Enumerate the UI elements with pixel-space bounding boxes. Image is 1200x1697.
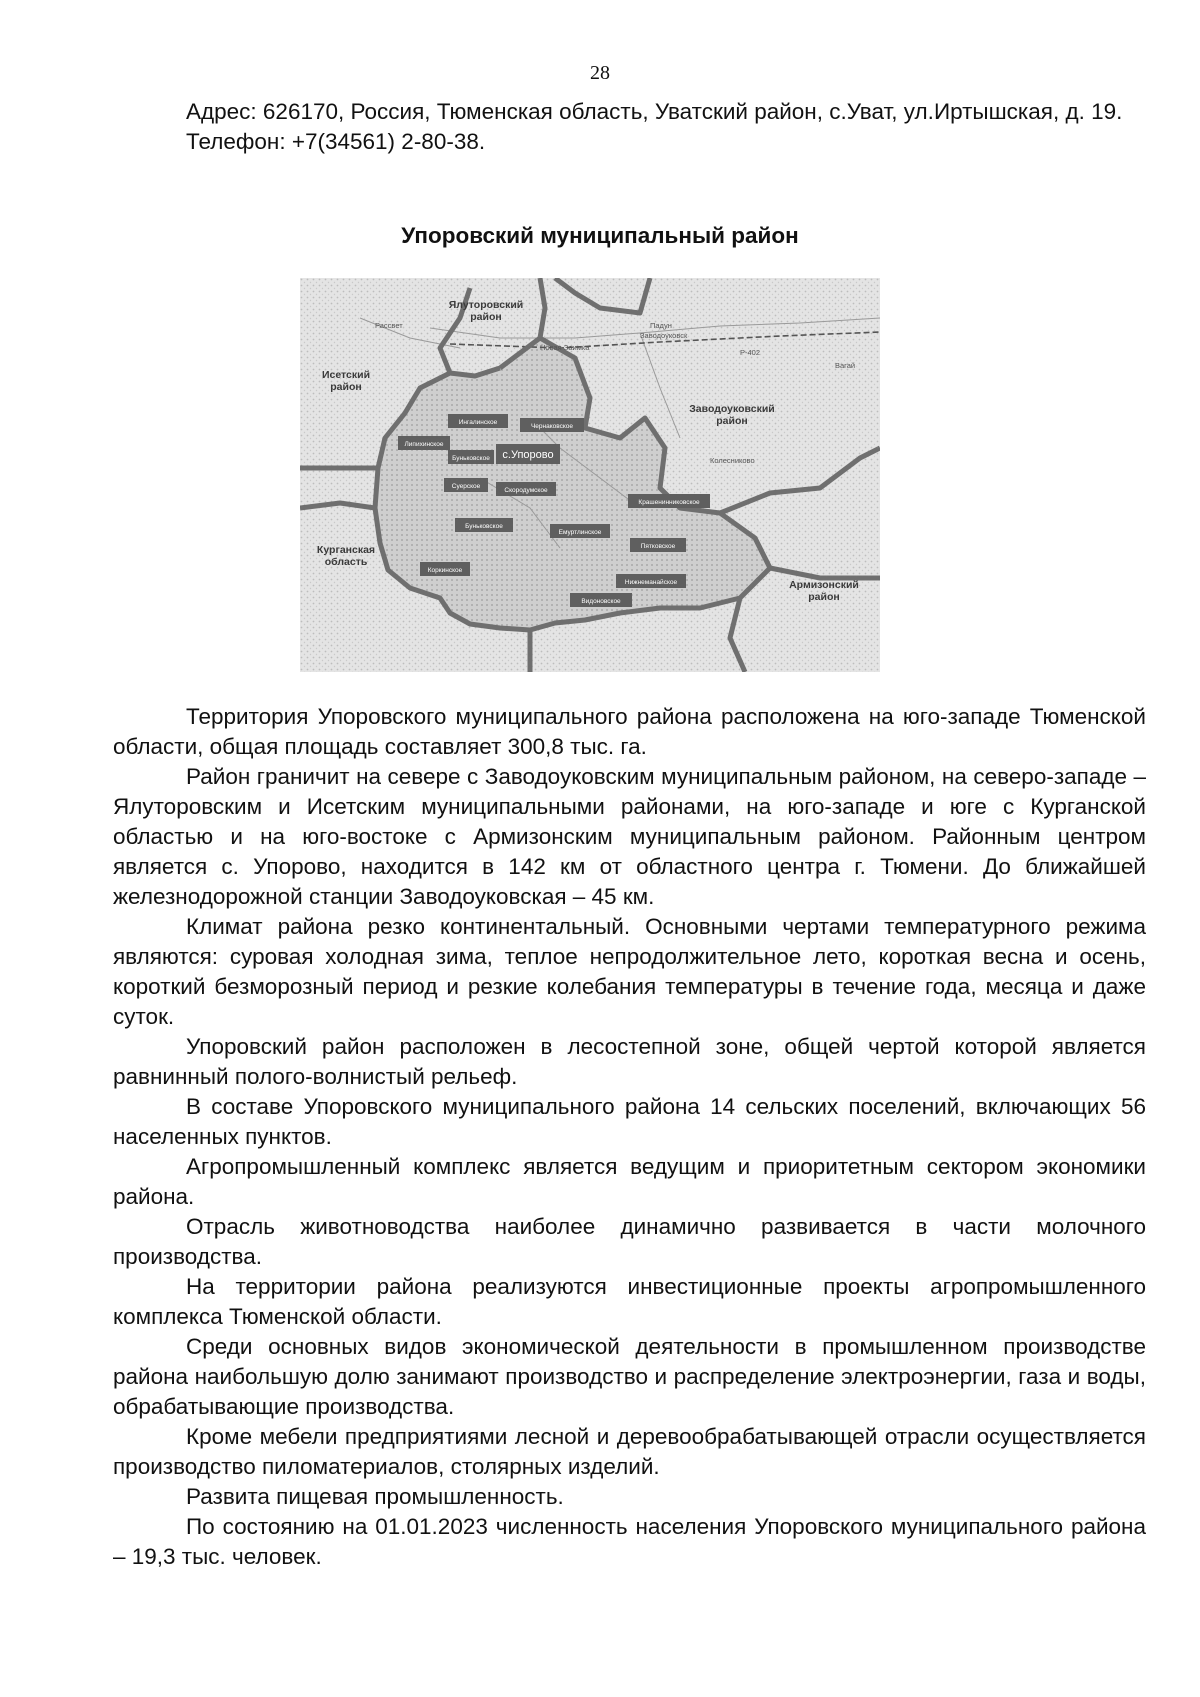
svg-text:Крашенинниковское: Крашенинниковское	[638, 499, 700, 506]
paragraph-livestock: Отрасль животноводства наиболее динамично развивается в части молочного производства.	[113, 1214, 1146, 1269]
district-map	[300, 278, 880, 672]
settlement-label	[520, 418, 584, 432]
town-novaya-zaimka: Новая Заимка	[540, 343, 590, 352]
settlement-label	[550, 524, 610, 538]
paragraph-investment: На территории района реализуются инвестиционные проекты агропромышленного комплекса Тюменской области.	[113, 1274, 1146, 1329]
paragraph-food: Развита пищевая промышленность.	[186, 1484, 564, 1509]
svg-text:Нижнеманайское: Нижнеманайское	[624, 579, 678, 586]
town-vagai: Вагай	[835, 361, 856, 370]
paragraph-borders: Район граничит на севере с Заводоуковским муниципальным районом, на северо-западе – Ялуторовским и Исетским муниципальными районами, на юго-западе и юге с Курганской областью и на юго-востоке с Армизонским муниципальным районом. Районным центром является с. Упорово, находится в 142 км от областного центра г. Тюмени. До ближайшей железнодорожной станции Заводоуковская – 45 км.	[113, 764, 1146, 909]
town-kolesnikovo: Колесниково	[710, 456, 755, 465]
paragraph-wood: Кроме мебели предприятиями лесной и деревообрабатывающей отрасли осуществляется производство пиломатериалов, столярных изделий.	[113, 1424, 1146, 1479]
neighbor-zavodoukovsky-l2: район	[716, 415, 748, 427]
neighbor-isetsky-l1: Исетский	[321, 369, 371, 381]
paragraph-settlements: В составе Упоровского муниципального района 14 сельских поселений, включающих 56 населенных пунктов.	[113, 1094, 1146, 1149]
neighbor-kurganskaya-l2: область	[324, 556, 368, 568]
settlement-label	[628, 494, 710, 508]
svg-text:Емуртлинское: Емуртлинское	[558, 529, 602, 536]
town-r402: Р-402	[740, 348, 761, 357]
paragraph-relief: Упоровский район расположен в лесостепной зоне, общей чертой которой является равнинный полого-волнистый рельеф.	[113, 1034, 1146, 1089]
settlement-label	[570, 593, 632, 607]
settlement-label	[455, 518, 513, 532]
town-zavodoukovsk: Заводоуковск	[640, 331, 688, 340]
svg-text:Коркинское: Коркинское	[427, 567, 463, 574]
neighbor-yalutorovsky-l1: Ялуторовский	[448, 299, 524, 311]
town-padun: Падун	[650, 321, 672, 330]
town-rasset: Рассвет	[375, 321, 403, 330]
settlement-label	[630, 538, 686, 552]
settlement-label	[448, 450, 494, 464]
neighbor-yalutorovsky-l2: район	[470, 311, 502, 323]
paragraph-territory: Территория Упоровского муниципального района расположена на юго-западе Тюменской области, общая площадь составляет 300,8 тыс. га.	[113, 704, 1146, 759]
paragraph-population: По состоянию на 01.01.2023 численность населения Упоровского муниципального района – 19,3 тыс. человек.	[113, 1514, 1146, 1569]
center-label-text: с.Упорово	[502, 449, 554, 461]
paragraph-agro: Агропромышленный комплекс является ведущим и приоритетным сектором экономики района.	[113, 1154, 1146, 1209]
address-line: Адрес: 626170, Россия, Тюменская область, Уватский район, с.Уват, ул.Иртышская, д. 19.	[186, 99, 1123, 124]
page-number: 28	[590, 62, 610, 84]
neighbor-isetsky-l2: район	[330, 381, 362, 393]
svg-text:Видоновское: Видоновское	[581, 598, 621, 605]
settlement-label	[616, 574, 686, 588]
svg-text:Ингалинское: Ингалинское	[458, 419, 498, 426]
address-block	[113, 97, 1146, 157]
neighbor-armizonsky-l1: Армизонский	[789, 579, 859, 591]
settlement-label	[398, 436, 450, 450]
body-text	[113, 702, 1146, 1572]
center-label	[496, 444, 560, 464]
svg-text:Чернаковское: Чернаковское	[530, 423, 574, 430]
svg-text:Суерское: Суерское	[451, 483, 481, 490]
section-title: Упоровский муниципальный район	[401, 223, 799, 248]
svg-text:Липихинское: Липихинское	[404, 441, 444, 448]
svg-text:Скородумское: Скородумское	[504, 487, 548, 494]
settlement-label	[420, 562, 470, 576]
svg-text:Пятковское: Пятковское	[640, 543, 676, 550]
phone-line: Телефон: +7(34561) 2-80-38.	[186, 129, 486, 154]
neighbor-zavodoukovsky-l1: Заводоуковский	[689, 403, 775, 415]
paragraph-climate: Климат района резко континентальный. Основными чертами температурного режима являются: суровая холодная зима, теплое непродолжительное лето, короткая весна и осень, короткий безморозный период и резкие колебания температуры в течение года, месяца и даже суток.	[113, 914, 1146, 1029]
neighbor-armizonsky-l2: район	[808, 591, 840, 603]
settlement-label	[496, 482, 556, 496]
neighbor-kurganskaya-l1: Курганская	[316, 544, 376, 556]
settlement-label	[448, 414, 508, 428]
svg-text:Буньковское: Буньковское	[452, 455, 490, 462]
paragraph-industry: Среди основных видов экономической деятельности в промышленном производстве района наибольшую долю занимают производство и распределение электроэнергии, газа и воды, обрабатывающие производства.	[113, 1334, 1146, 1419]
settlement-label	[444, 478, 488, 492]
svg-text:Буньковское: Буньковское	[465, 523, 503, 530]
